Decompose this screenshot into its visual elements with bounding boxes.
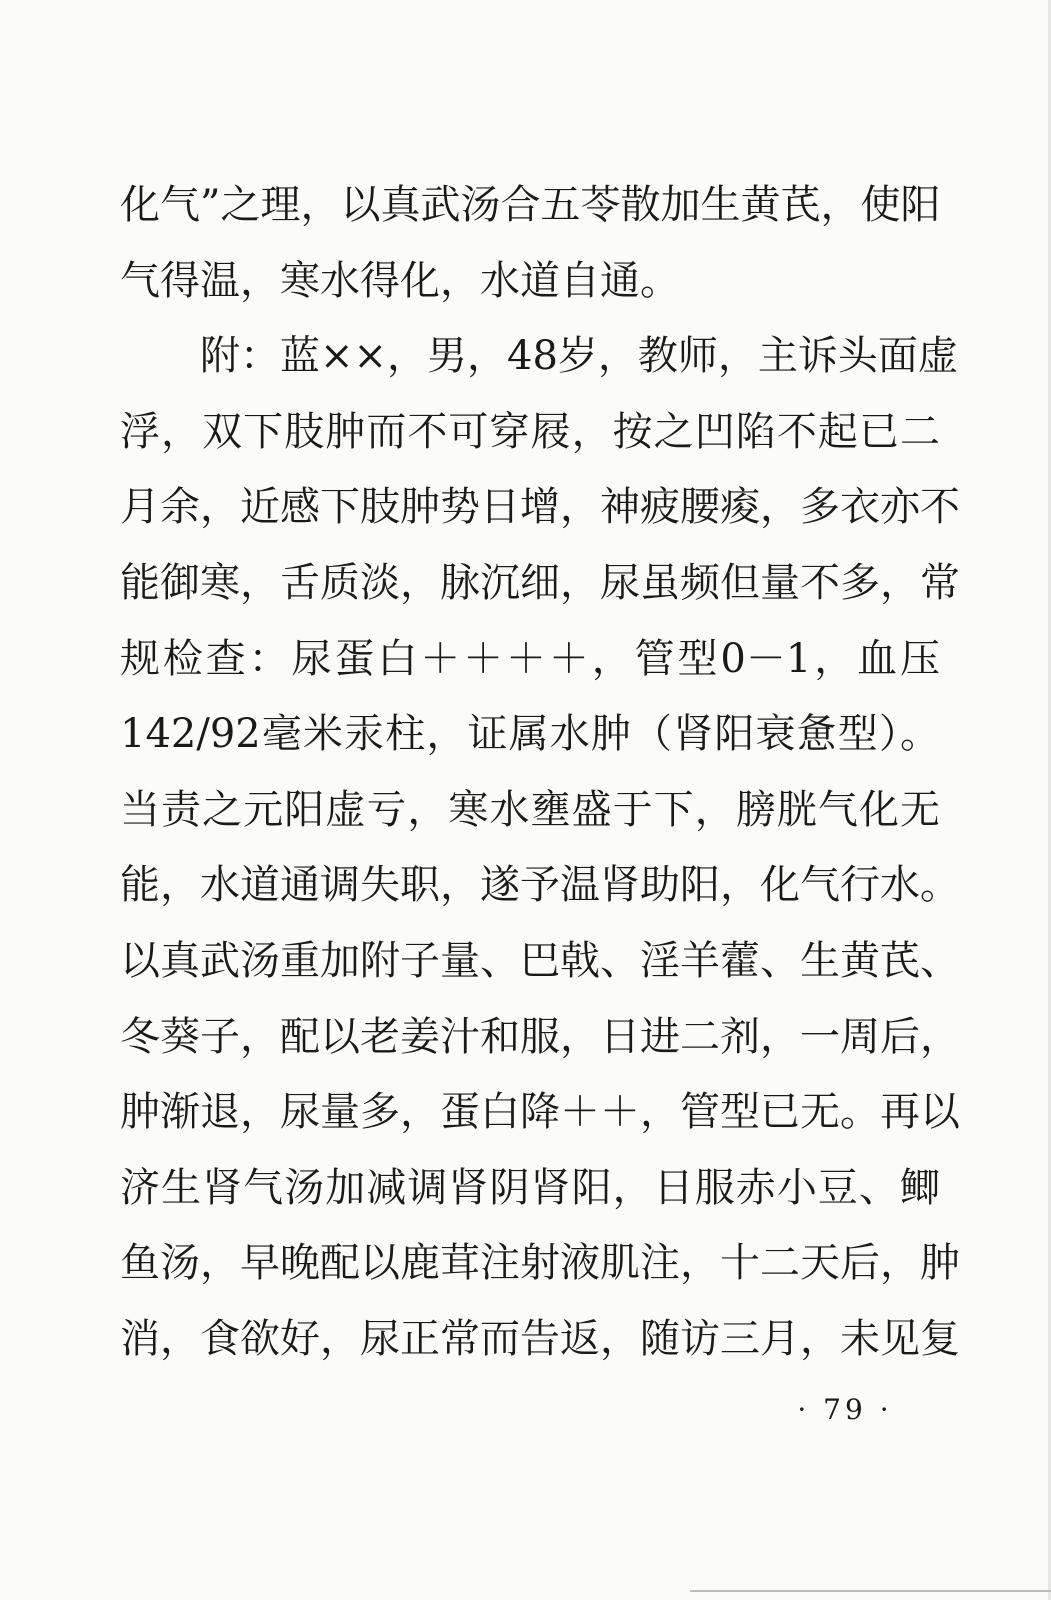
text-line: 肿渐退，尿量多，蛋白降＋＋，管型已无。再以 — [120, 1089, 960, 1136]
page-number: · 79 · — [797, 1393, 893, 1426]
text-line: 化气”之理，以真武汤合五苓散加生黄芪，使阳 — [120, 182, 941, 228]
text-line: 规检查：尿蛋白＋＋＋＋，管型0－1，血压 — [120, 635, 940, 682]
text-line: 以真武汤重加附子量、巴戟、淫羊藿、生黄芪、 — [120, 937, 960, 984]
text-line: 济生肾气汤加减调肾阴肾阳，日服赤小豆、鲫 — [120, 1164, 940, 1211]
text-line: 142/92毫米汞柱，证属水肿（肾阳衰惫型）。 — [120, 711, 940, 758]
text-line: 能，水道通调失职，遂予温肾助阳，化气行水。 — [120, 862, 960, 909]
scan-edge-bottom — [690, 1590, 1051, 1592]
text-line: 浮，双下肢肿而不可穿屐，按之凹陷不起已二 — [120, 408, 940, 455]
text-line: 冬葵子，配以老姜汁和服，日进二剂，一周后， — [120, 1013, 960, 1060]
text-line: 当责之元阳虚亏，寒水壅盛于下，膀胱气化无 — [120, 786, 940, 833]
text-line: 鱼汤，早晚配以鹿茸注射液肌注，十二天后，肿 — [120, 1240, 960, 1287]
text-line: 能御寒，舌质淡，脉沉细，尿虽频但量不多，常 — [120, 559, 960, 606]
text-line: 消，食欲好，尿正常而告返，随访三月，未见复 — [120, 1315, 960, 1362]
text-line: 月余，近感下肢肿势日增，神疲腰痠，多衣亦不 — [120, 484, 960, 531]
body-text — [120, 168, 960, 1378]
text-line: 附：蓝××，男，48岁，教师，主诉头面虚 — [200, 333, 958, 380]
text-line: 气得温，寒水得化，水道自通。 — [120, 257, 680, 304]
